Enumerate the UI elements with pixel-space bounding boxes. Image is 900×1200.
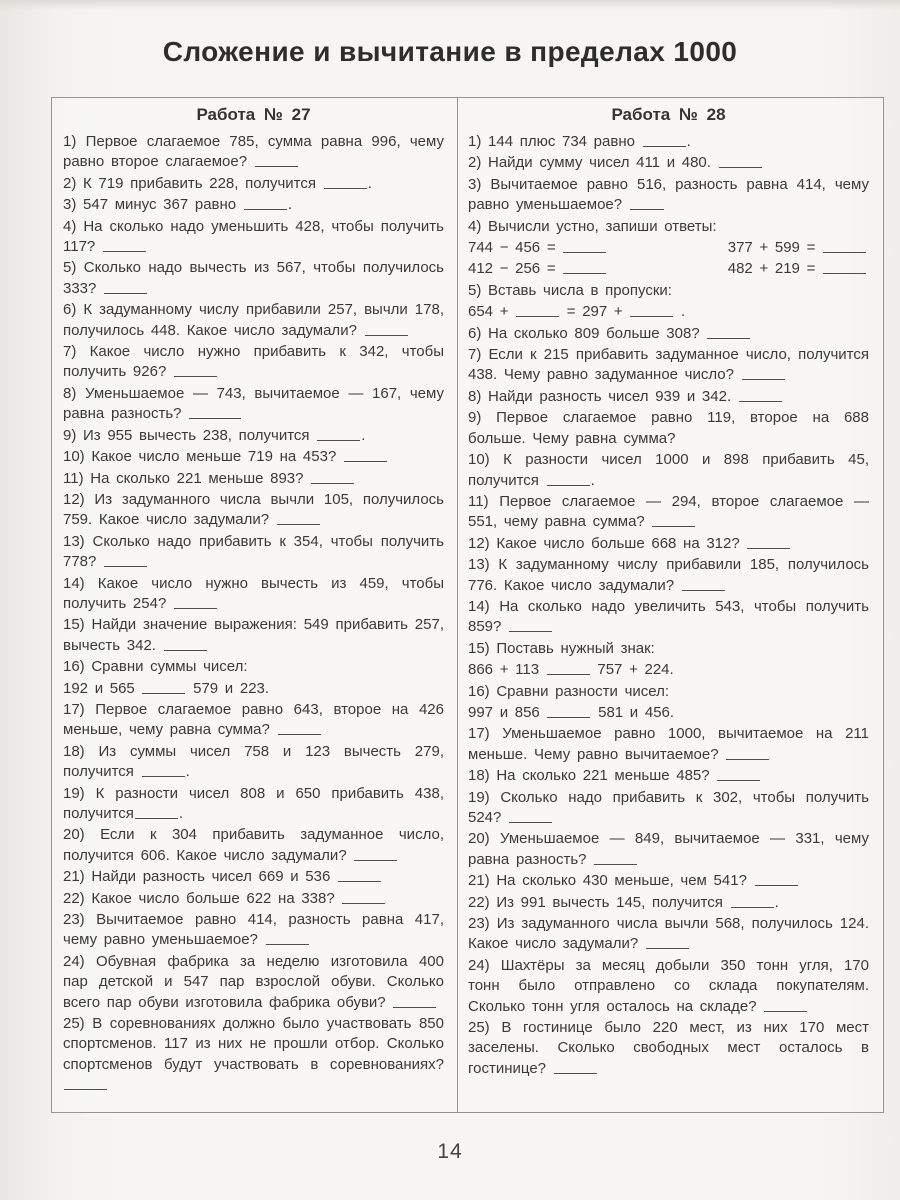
answer-blank[interactable] [719, 157, 762, 169]
answer-blank[interactable] [103, 240, 146, 252]
problem-text: 654 + = 297 + . [468, 303, 686, 321]
problem-text: 16) Сравни разности чисел: [468, 682, 670, 700]
problem-text: 14) Какое число нужно вычесть из 459, чтобы получить 254? [63, 574, 444, 612]
problem-text: 2) Найди сумму чисел 411 и 480. [468, 153, 869, 173]
answer-blank[interactable] [277, 514, 320, 526]
answer-blank[interactable] [646, 938, 689, 950]
problem-text: 11) На сколько 221 меньше 893? [63, 469, 444, 489]
problem-text: 8) Найди разность чисел 939 и 342. [468, 387, 869, 407]
problem-text: 997 и 856 581 и 456. [468, 703, 675, 721]
problem-text: 6) К задуманному числу прибавили 257, вычли 178, получилось 448. Какое число задумали? [63, 301, 444, 339]
answer-blank[interactable] [652, 516, 695, 528]
answer-blank[interactable] [142, 682, 185, 694]
problem-text: 20) Уменьшаемое — 849, вычитаемое — 331, чему равна разность? [468, 830, 869, 868]
work-28-header: Работа № 28 [611, 105, 726, 124]
problem-text: 3) Вычитаемое равно 516, разность равна 414, чему равно уменьшаемое? [468, 175, 869, 214]
problem-text: 17) Уменьшаемое равно 1000, вычитаемое на 211 меньше. Чему равно вычитаемое? [468, 725, 869, 763]
problem-text: 22) Из 991 вычесть 145, получится . [468, 893, 779, 911]
answer-blank[interactable] [717, 769, 760, 781]
work-27-problems [63, 132, 444, 1096]
problem-text: 1) 144 плюс 734 равно . [468, 133, 691, 150]
answer-blank[interactable] [823, 241, 866, 253]
problem-text: 18) На сколько 221 меньше 485? [468, 766, 869, 786]
answer-blank[interactable] [554, 1062, 597, 1074]
scan-edge-shadow [0, 0, 900, 10]
answer-blank[interactable] [509, 811, 552, 823]
answer-blank[interactable] [726, 748, 769, 760]
problem-text: 10) Какое число меньше 719 на 453? [63, 447, 444, 467]
problem-text: 1) Первое слагаемое 785, сумма равна 996, чему равно второе слагаемое? [63, 133, 444, 171]
answer-blank[interactable] [338, 870, 381, 882]
equation: 377 + 599 = [728, 238, 867, 258]
answer-blank[interactable] [342, 892, 385, 904]
equation: 412 − 256 = [468, 259, 607, 279]
answer-blank[interactable] [630, 305, 673, 317]
answer-blank[interactable] [365, 324, 408, 336]
answer-blank[interactable] [747, 537, 790, 549]
answer-blank[interactable] [104, 282, 147, 294]
problem-text: 22) Какое число больше 622 на 338? [63, 889, 444, 909]
problem-text: 19) К разности чисел 808 и 650 прибавить 438, получится . [63, 784, 444, 822]
problem-text: 4) На сколько надо уменьшить 428, чтобы получить 117? [63, 217, 444, 256]
answer-blank[interactable] [630, 198, 664, 210]
answer-blank[interactable] [255, 156, 298, 168]
problem-text: 3) 547 минус 367 равно . [63, 196, 292, 214]
work-28-column [458, 98, 883, 1112]
problem-text: 13) Сколько надо прибавить к 354, чтобы получить 778? [63, 532, 444, 571]
problem-text: 192 и 565 579 и 223. [63, 679, 270, 697]
answer-blank[interactable] [682, 579, 725, 591]
problem-text: 5) Вставь числа в пропуски: [468, 281, 672, 299]
answer-blank[interactable] [311, 472, 354, 484]
equation-row [468, 238, 867, 258]
problem-text: 9) Из 955 вычесть 238, получится . [63, 426, 366, 444]
answer-blank[interactable] [174, 366, 217, 378]
answer-blank[interactable] [393, 996, 436, 1008]
problem-text: 2) К 719 прибавить 228, получится . [63, 174, 372, 192]
answer-blank[interactable] [244, 198, 287, 210]
answer-blank[interactable] [547, 474, 590, 486]
work-28-problems [468, 132, 869, 1079]
problem-text: 5) Сколько надо вычесть из 567, чтобы получилось 333? [63, 259, 444, 297]
answer-blank[interactable] [344, 450, 387, 462]
problem-text: 12) Какое число больше 668 на 312? [468, 534, 869, 554]
page-title: Сложение и вычитание в пределах 1000 [162, 36, 738, 67]
answer-blank[interactable] [324, 177, 367, 189]
answer-blank[interactable] [164, 639, 207, 651]
problem-text: 21) Найди разность чисел 669 и 536 [63, 867, 444, 887]
worksheet-table [51, 97, 884, 1113]
answer-blank[interactable] [278, 724, 321, 736]
answer-blank[interactable] [707, 327, 750, 339]
answer-blank[interactable] [266, 934, 309, 946]
answer-blank[interactable] [755, 874, 798, 886]
problem-text: 8) Уменьшаемое — 743, вычитаемое — 167, чему равна разность? [63, 384, 444, 423]
answer-blank[interactable] [509, 621, 552, 633]
work-27-column [52, 98, 458, 1112]
problem-text: 21) На сколько 430 меньше, чем 541? [468, 871, 869, 891]
problem-text: 16) Сравни суммы чисел: [63, 658, 248, 676]
problem-text: 24) Обувная фабрика за неделю изготовила 400 пар детской и 547 пар взрослой обуви. Сколько всего пар обуви изготовила фабрика обуви? [63, 952, 444, 1011]
answer-blank[interactable] [317, 429, 360, 441]
equation-row [468, 259, 867, 279]
answer-blank[interactable] [739, 390, 782, 402]
answer-blank[interactable] [142, 765, 185, 777]
problem-text: 10) К разности чисел 1000 и 898 прибавить 45, получится . [468, 451, 869, 489]
answer-blank[interactable] [563, 241, 606, 253]
problem-text: 4) Вычисли устно, запиши ответы: [468, 217, 717, 235]
problem-text: 11) Первое слагаемое — 294, второе слагаемое — 551, чему равна сумма? [468, 492, 869, 531]
problem-text: 9) Первое слагаемое равно 119, второе на 688 больше. Чему равна сумма? [468, 409, 869, 447]
problem-text: 24) Шахтёры за месяц добыли 350 тонн угля, 170 тонн было отправлено со склада покупателям. Сколько тонн угля осталось на складе? [468, 956, 869, 1015]
answer-blank[interactable] [64, 1078, 107, 1090]
work-27-header: Работа № 27 [196, 105, 311, 124]
answer-blank[interactable] [563, 263, 606, 275]
problem-text: 20) Если к 304 прибавить задуманное число, получится 606. Какое число задумали? [63, 826, 444, 864]
answer-blank[interactable] [731, 896, 774, 908]
problem-text: 6) На сколько 809 больше 308? [468, 324, 869, 344]
answer-blank[interactable] [516, 305, 559, 317]
equation: 482 + 219 = [728, 259, 867, 279]
problem-text: 19) Сколько надо прибавить к 302, чтобы получить 524? [468, 788, 869, 826]
problem-text: 23) Вычитаемое равно 414, разность равна 417, чему равно уменьшаемое? [63, 911, 444, 949]
problem-text: 866 + 113 757 + 224. [468, 661, 674, 679]
problem-text: 12) Из задуманного числа вычли 105, получилось 759. Какое число задумали? [63, 490, 444, 529]
problem-text: 7) Какое число нужно прибавить к 342, чтобы получить 926? [63, 343, 444, 381]
answer-blank[interactable] [354, 849, 397, 861]
problem-text: 18) Из суммы чисел 758 и 123 вычесть 279, получится . [63, 742, 444, 781]
problem-text: 23) Из задуманного числа вычли 568, получилось 124. Какое число задумали? [468, 915, 869, 953]
answer-blank[interactable] [547, 706, 590, 718]
problem-text: 7) Если к 215 прибавить задуманное число, получится 438. Чему равно задуманное число? [468, 346, 869, 384]
answer-blank[interactable] [764, 1000, 807, 1012]
problem-text: 17) Первое слагаемое равно 643, второе на 426 меньше, чему равна сумма? [63, 700, 444, 739]
answer-blank[interactable] [104, 555, 147, 567]
answer-blank[interactable] [643, 135, 686, 147]
problem-text: 13) К задуманному числу прибавили 185, получилось 776. Какое число задумали? [468, 556, 869, 594]
equation: 744 − 456 = [468, 238, 607, 258]
answer-blank[interactable] [823, 263, 866, 275]
answer-blank[interactable] [135, 807, 178, 819]
problem-text: 15) Поставь нужный знак: [468, 639, 655, 657]
problem-text: 15) Найди значение выражения: 549 прибавить 257, вычесть 342. [63, 616, 444, 654]
answer-blank[interactable] [189, 407, 241, 419]
answer-blank[interactable] [174, 597, 217, 609]
answer-blank[interactable] [594, 853, 637, 865]
page-number: 14 [437, 1140, 463, 1163]
problem-text: 25) В соревнованиях должно было участвовать 850 спортсменов. 117 из них не прошли отбор. Сколько спортсменов будут участвовать в соревнованиях? [63, 1014, 444, 1096]
answer-blank[interactable] [742, 369, 785, 381]
problem-text: 25) В гостинице было 220 мест, из них 170 мест заселены. Сколько свободных мест осталось в гостинице? [468, 1019, 869, 1077]
answer-blank[interactable] [547, 663, 590, 675]
problem-text: 14) На сколько надо увеличить 543, чтобы получить 859? [468, 597, 869, 636]
